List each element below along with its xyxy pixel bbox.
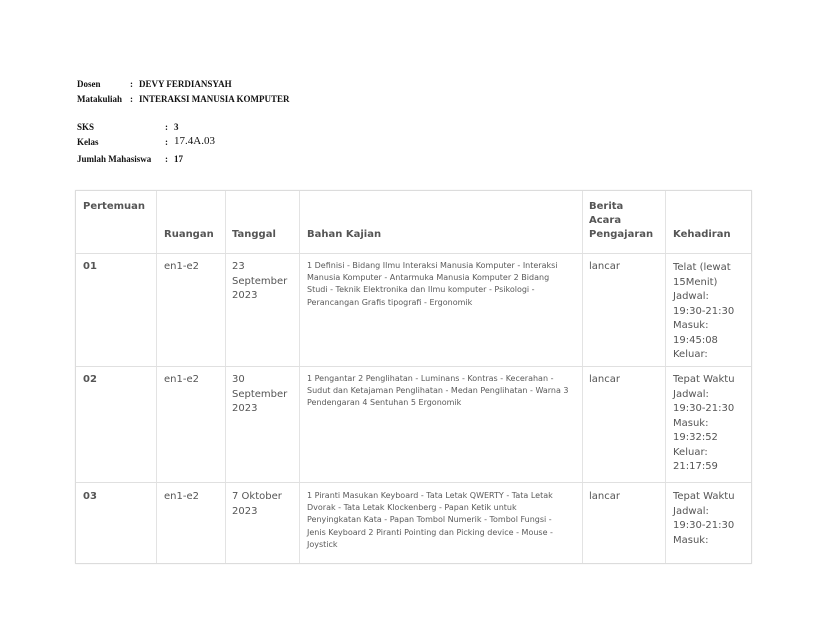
kelas-value: 17.4A.03 [174,135,215,147]
tanggal-line: 2023 [232,505,258,517]
jumlah-mahasiswa-value: 17 [174,154,183,164]
tanggal-line: September [232,388,288,400]
row-divider [76,253,751,254]
table-row-pertemuan: 02 [83,374,97,385]
bahan-line: Jenis Keyboard 2 Piranti Pointing dan Picking device - Mouse - [307,527,553,537]
bahan-line: Dvorak - Tata Letak Klockenberg - Papan Ketik untuk [307,503,517,513]
kelas-colon: : [165,137,168,147]
column-divider [582,191,583,563]
kehadiran-line: 15Menit) [673,276,718,288]
jumlah-mahasiswa-label: Jumlah Mahasiswa [77,154,152,164]
course-info [77,79,477,169]
bahan-line: 1 Pengantar 2 Penglihatan - Luminans - Kontras - Kecerahan - [307,374,554,383]
kehadiran-line: Tepat Waktu [673,491,735,502]
table-row-pertemuan: 01 [83,261,97,272]
col-header-berita-line: Pengajaran [589,229,654,240]
tanggal-line: 2023 [232,403,258,414]
bahan-line: Perancangan Grafis tipografi - Ergonomik [307,297,473,307]
bahan-line: Pendengaran 4 Sentuhan 5 Ergonomik [307,398,462,408]
kehadiran-line: 19:30-21:30 [673,403,735,414]
table-row-kehadiran [673,261,734,363]
table-row-tanggal [232,260,287,304]
kehadiran-line: Jadwal: [673,505,709,517]
table-row-ruangan: en1-e2 [164,261,199,272]
matakuliah-colon: : [130,94,133,104]
col-header-pertemuan: Pertemuan [83,201,146,212]
column-divider [156,191,157,563]
kehadiran-line: Masuk: [673,417,709,429]
bahan-line: Studi - Teknik Elektronika dan Ilmu komputer - Psikologi - [307,285,535,295]
table-row-berita-acara: lancar [589,261,620,272]
sks-colon: : [165,122,168,132]
tanggal-line: 23 [232,261,245,272]
bahan-line: Sudut dan Ketajaman Penglihatan - Medan Penglihatan - Warna 3 [307,386,569,396]
jumlah-colon: : [165,154,168,164]
table-row-kehadiran [673,373,735,475]
table-row-bahan-kajian [307,260,558,309]
table-row-tanggal [232,490,282,519]
bahan-line: Penyingkatan Kata - Papan Tombol Numerik - Tombol Fungsi - [307,515,552,525]
tanggal-line: 2023 [232,290,258,301]
bahan-line: Joystick [307,539,338,549]
bahan-line: Manusia Komputer - Antarmuka Manusia Komputer 2 Bidang [307,273,550,283]
col-header-bahan-kajian: Bahan Kajian [307,229,382,240]
col-header-ruangan: Ruangan [164,229,214,240]
bahan-line: 1 Piranti Masukan Keyboard - Tata Letak QWERTY - Tata Letak [307,491,553,500]
col-header-tanggal: Tanggal [232,229,276,240]
kehadiran-line: Keluar: [673,446,708,458]
sks-value: 3 [174,122,179,132]
column-divider [299,191,300,563]
table-row-berita-acara: lancar [589,374,620,385]
column-divider [665,191,666,563]
bahan-line: 1 Definisi - Bidang Ilmu Interaksi Manusia Komputer - Interaksi [307,261,558,270]
kehadiran-line: 19:32:52 [673,432,718,443]
kehadiran-line: Masuk: [673,320,709,331]
col-header-berita-line: Acara [589,215,622,226]
table-row-berita-acara: lancar [589,491,620,502]
table-row-kehadiran [673,490,735,548]
row-divider [76,482,751,483]
col-header-berita-line: Berita [589,201,624,212]
dosen-value: DEVY FERDIANSYAH [139,79,232,89]
dosen-colon: : [130,79,133,89]
kehadiran-line: Jadwal: [673,291,709,302]
kehadiran-line: 19:30-21:30 [673,305,735,317]
attendance-table [75,190,752,564]
kehadiran-line: 19:45:08 [673,334,718,346]
kehadiran-line: 21:17:59 [673,461,718,472]
tanggal-line: 30 [232,374,245,385]
kehadiran-line: Masuk: [673,534,709,546]
table-row-bahan-kajian [307,373,569,410]
table-row-ruangan: en1-e2 [164,491,199,502]
matakuliah-label: Matakuliah [77,94,123,104]
kehadiran-line: 19:30-21:30 [673,520,735,531]
kehadiran-line: Keluar: [673,349,708,360]
sks-label: SKS [77,122,95,132]
dosen-label: Dosen [77,79,101,89]
table-row-ruangan: en1-e2 [164,374,199,385]
kehadiran-line: Jadwal: [673,388,709,400]
column-divider [225,191,226,563]
kelas-label: Kelas [77,137,99,147]
col-header-berita-acara [589,200,653,242]
table-row-pertemuan: 03 [83,491,97,502]
row-divider [76,366,751,367]
table-row-tanggal [232,373,287,417]
tanggal-line: September [232,275,288,287]
col-header-kehadiran: Kehadiran [673,229,731,240]
table-row-bahan-kajian [307,490,553,551]
matakuliah-value: INTERAKSI MANUSIA KOMPUTER [139,94,290,104]
tanggal-line: 7 Oktober [232,491,282,502]
kehadiran-line: Telat (lewat [673,262,731,273]
kehadiran-line: Tepat Waktu [673,374,735,385]
